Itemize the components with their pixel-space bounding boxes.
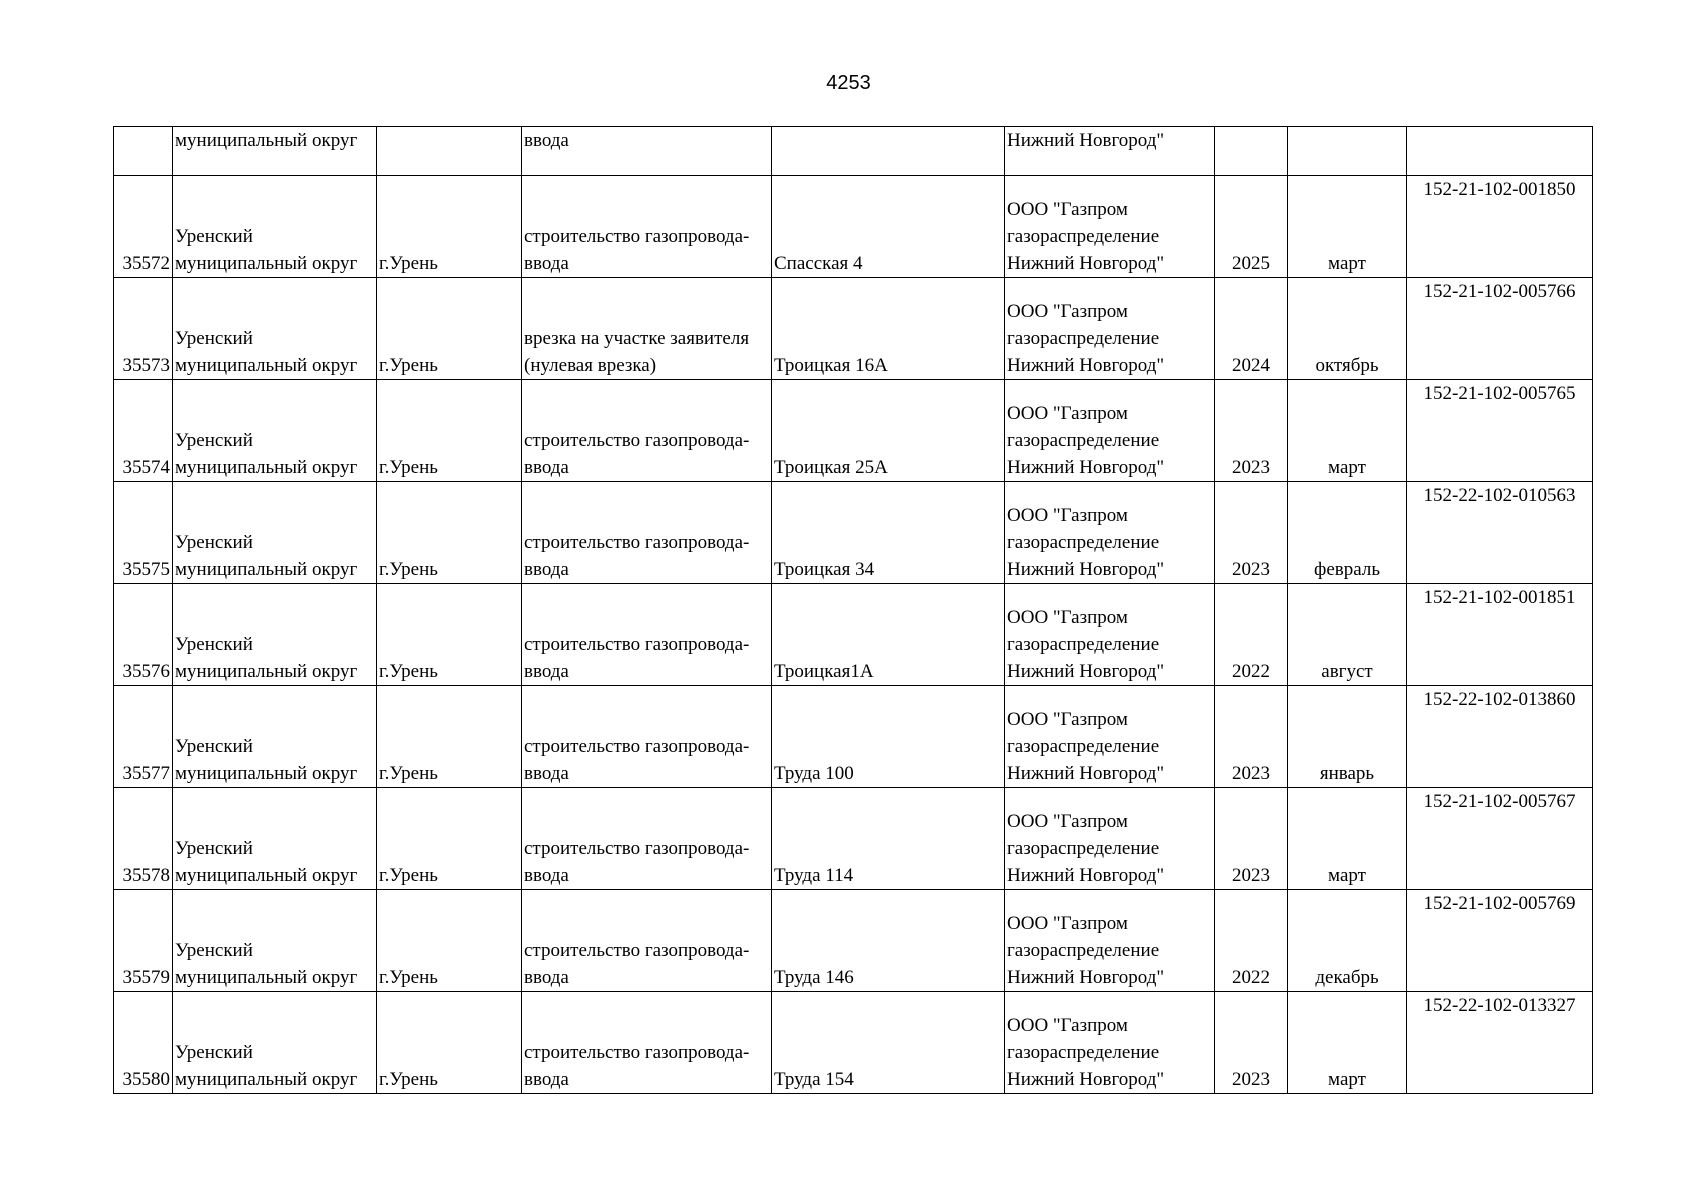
cell-work-type-line: строительство газопровода- — [524, 1042, 750, 1063]
cell-organization: Нижний Новгород" — [1005, 127, 1215, 176]
cell-month: январь — [1288, 686, 1407, 788]
cell-town: г.Урень — [377, 992, 522, 1094]
cell-organization-line: газораспределение — [1007, 838, 1160, 859]
cell-year: 2024 — [1215, 278, 1288, 380]
cell-work-type — [522, 686, 772, 788]
cell-district-line: муниципальный округ — [175, 457, 358, 478]
cell-address: Троицкая1А — [772, 584, 1005, 686]
table-row — [114, 686, 1593, 788]
cell-code: 152-22-102-013327 — [1407, 992, 1593, 1094]
cell-year: 2025 — [1215, 176, 1288, 278]
cell-district-line: муниципальный округ — [175, 661, 358, 682]
cell-organization — [1005, 890, 1215, 992]
cell-code: 152-21-102-005769 — [1407, 890, 1593, 992]
cell-work-type — [522, 176, 772, 278]
cell-district: муниципальный округ — [173, 127, 377, 176]
cell-town: г.Урень — [377, 482, 522, 584]
cell-organization-line: газораспределение — [1007, 226, 1160, 247]
cell-district-line: Уренский — [175, 532, 253, 553]
cell-district-line: муниципальный округ — [175, 1069, 358, 1090]
cell-address — [772, 127, 1005, 176]
cell-number: 35574 — [114, 380, 173, 482]
cell-address: Труда 100 — [772, 686, 1005, 788]
cell-town — [377, 127, 522, 176]
cell-organization-line: Нижний Новгород" — [1007, 763, 1165, 784]
cell-district-line: Уренский — [175, 226, 253, 247]
cell-number: 35572 — [114, 176, 173, 278]
cell-address: Труда 154 — [772, 992, 1005, 1094]
cell-code: 152-22-102-013860 — [1407, 686, 1593, 788]
cell-month: март — [1288, 380, 1407, 482]
cell-organization-line: ООО "Газпром — [1007, 709, 1128, 730]
cell-town: г.Урень — [377, 380, 522, 482]
cell-organization — [1005, 380, 1215, 482]
table-body — [114, 127, 1593, 1094]
cell-district — [173, 380, 377, 482]
cell-year: 2023 — [1215, 788, 1288, 890]
cell-organization-line: газораспределение — [1007, 634, 1160, 655]
cell-year: 2023 — [1215, 992, 1288, 1094]
cell-district-line: Уренский — [175, 1042, 253, 1063]
cell-code — [1407, 127, 1593, 176]
cell-district-line: Уренский — [175, 634, 253, 655]
cell-town: г.Урень — [377, 890, 522, 992]
cell-month: март — [1288, 992, 1407, 1094]
table-row-continuation — [114, 127, 1593, 176]
cell-work-type-line: строительство газопровода- — [524, 532, 750, 553]
cell-district-line: Уренский — [175, 430, 253, 451]
cell-district-line: муниципальный округ — [175, 559, 358, 580]
cell-organization-line: газораспределение — [1007, 736, 1160, 757]
cell-address: Труда 114 — [772, 788, 1005, 890]
cell-month: октябрь — [1288, 278, 1407, 380]
cell-organization-line: ООО "Газпром — [1007, 811, 1128, 832]
cell-district-line: Уренский — [175, 940, 253, 961]
cell-organization-line: газораспределение — [1007, 328, 1160, 349]
cell-work-type-line: ввода — [524, 559, 569, 580]
cell-work-type-line: ввода — [524, 763, 569, 784]
cell-district — [173, 992, 377, 1094]
cell-district — [173, 278, 377, 380]
cell-organization-line: Нижний Новгород" — [1007, 967, 1165, 988]
cell-address: Троицкая 34 — [772, 482, 1005, 584]
cell-organization-line: Нижний Новгород" — [1007, 253, 1165, 274]
cell-code: 152-21-102-005765 — [1407, 380, 1593, 482]
cell-organization-line: Нижний Новгород" — [1007, 559, 1165, 580]
cell-number: 35573 — [114, 278, 173, 380]
cell-district — [173, 176, 377, 278]
cell-month: март — [1288, 788, 1407, 890]
cell-district-line: муниципальный округ — [175, 763, 358, 784]
cell-work-type-line: ввода — [524, 865, 569, 886]
table-row — [114, 890, 1593, 992]
cell-work-type — [522, 278, 772, 380]
cell-number: 35575 — [114, 482, 173, 584]
cell-number: 35576 — [114, 584, 173, 686]
cell-organization-line: газораспределение — [1007, 430, 1160, 451]
cell-organization-line: ООО "Газпром — [1007, 301, 1128, 322]
table-row — [114, 176, 1593, 278]
cell-organization-line: Нижний Новгород" — [1007, 1069, 1165, 1090]
cell-address: Спасская 4 — [772, 176, 1005, 278]
cell-work-type-line: (нулевая врезка) — [524, 355, 657, 376]
cell-code: 152-22-102-010563 — [1407, 482, 1593, 584]
cell-organization — [1005, 686, 1215, 788]
cell-number: 35579 — [114, 890, 173, 992]
cell-organization — [1005, 482, 1215, 584]
cell-month: март — [1288, 176, 1407, 278]
cell-organization — [1005, 176, 1215, 278]
cell-district-line: Уренский — [175, 838, 253, 859]
cell-organization-line: ООО "Газпром — [1007, 1015, 1128, 1036]
cell-year: 2023 — [1215, 482, 1288, 584]
cell-town: г.Урень — [377, 278, 522, 380]
cell-district-line: муниципальный округ — [175, 253, 358, 274]
cell-work-type-line: ввода — [524, 457, 569, 478]
cell-work-type-line: ввода — [524, 253, 569, 274]
cell-code: 152-21-102-001851 — [1407, 584, 1593, 686]
cell-year: 2022 — [1215, 584, 1288, 686]
cell-organization-line: газораспределение — [1007, 532, 1160, 553]
cell-organization-line: ООО "Газпром — [1007, 505, 1128, 526]
table-row — [114, 584, 1593, 686]
cell-organization-line: газораспределение — [1007, 940, 1160, 961]
cell-work-type-line: ввода — [524, 1069, 569, 1090]
cell-organization-line: газораспределение — [1007, 1042, 1160, 1063]
cell-organization-line: Нижний Новгород" — [1007, 865, 1165, 886]
cell-work-type-line: строительство газопровода- — [524, 940, 750, 961]
cell-month: август — [1288, 584, 1407, 686]
cell-code: 152-21-102-005767 — [1407, 788, 1593, 890]
gasification-register-table — [113, 126, 1593, 1094]
cell-number — [114, 127, 173, 176]
cell-work-type — [522, 482, 772, 584]
cell-organization-line: ООО "Газпром — [1007, 403, 1128, 424]
cell-month: февраль — [1288, 482, 1407, 584]
cell-work-type — [522, 788, 772, 890]
cell-work-type-line: строительство газопровода- — [524, 838, 750, 859]
cell-number: 35580 — [114, 992, 173, 1094]
cell-town: г.Урень — [377, 176, 522, 278]
cell-work-type — [522, 584, 772, 686]
page-number: 4253 — [826, 72, 871, 94]
cell-year: 2023 — [1215, 686, 1288, 788]
cell-district — [173, 890, 377, 992]
cell-town: г.Урень — [377, 584, 522, 686]
cell-work-type — [522, 890, 772, 992]
cell-work-type: ввода — [522, 127, 772, 176]
cell-year: 2023 — [1215, 380, 1288, 482]
cell-work-type-line: ввода — [524, 661, 569, 682]
cell-district-line: муниципальный округ — [175, 865, 358, 886]
cell-organization-line: ООО "Газпром — [1007, 199, 1128, 220]
cell-address: Троицкая 16А — [772, 278, 1005, 380]
cell-code: 152-21-102-005766 — [1407, 278, 1593, 380]
cell-number: 35578 — [114, 788, 173, 890]
table-row — [114, 278, 1593, 380]
cell-district-line: Уренский — [175, 328, 253, 349]
cell-organization — [1005, 992, 1215, 1094]
cell-work-type-line: ввода — [524, 967, 569, 988]
cell-work-type-line: строительство газопровода- — [524, 736, 750, 757]
cell-code: 152-21-102-001850 — [1407, 176, 1593, 278]
cell-year: 2022 — [1215, 890, 1288, 992]
cell-town: г.Урень — [377, 686, 522, 788]
cell-month: декабрь — [1288, 890, 1407, 992]
cell-address: Труда 146 — [772, 890, 1005, 992]
cell-district-line: муниципальный округ — [175, 967, 358, 988]
cell-organization-line: Нижний Новгород" — [1007, 457, 1165, 478]
cell-organization-line: Нижний Новгород" — [1007, 661, 1165, 682]
cell-district — [173, 482, 377, 584]
cell-organization-line: Нижний Новгород" — [1007, 355, 1165, 376]
table-row — [114, 788, 1593, 890]
cell-organization-line: ООО "Газпром — [1007, 913, 1128, 934]
table-row — [114, 380, 1593, 482]
cell-address: Троицкая 25А — [772, 380, 1005, 482]
cell-work-type-line: строительство газопровода- — [524, 430, 750, 451]
cell-work-type — [522, 992, 772, 1094]
cell-district — [173, 584, 377, 686]
cell-district-line: Уренский — [175, 736, 253, 757]
cell-work-type-line: строительство газопровода- — [524, 226, 750, 247]
cell-year — [1215, 127, 1288, 176]
cell-work-type — [522, 380, 772, 482]
cell-organization — [1005, 584, 1215, 686]
cell-organization — [1005, 788, 1215, 890]
cell-organization — [1005, 278, 1215, 380]
cell-town: г.Урень — [377, 788, 522, 890]
cell-work-type-line: врезка на участке заявителя — [524, 328, 750, 349]
cell-number: 35577 — [114, 686, 173, 788]
table-row — [114, 482, 1593, 584]
cell-organization-line: ООО "Газпром — [1007, 607, 1128, 628]
table-row — [114, 992, 1593, 1094]
cell-work-type-line: строительство газопровода- — [524, 634, 750, 655]
cell-month — [1288, 127, 1407, 176]
cell-district — [173, 686, 377, 788]
cell-district — [173, 788, 377, 890]
cell-district-line: муниципальный округ — [175, 355, 358, 376]
